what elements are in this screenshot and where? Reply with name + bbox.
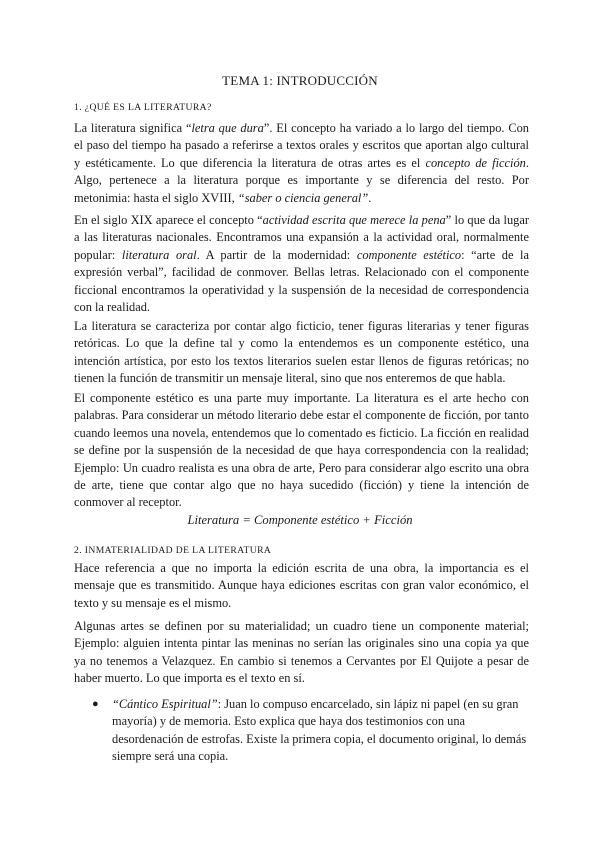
paragraph-2 xyxy=(74,212,529,316)
p2-text-c: ” lo que da lugar a las literaturas nacionales. Encontramos una expansión a la actividad oral, normalmente popular: xyxy=(74,213,529,262)
p2-italic-literatura-oral: literatura oral xyxy=(121,247,197,262)
p2-text-g: : “arte de la expresión verbal”, facilidad de conmover. Bellas letras. Relacionado con el componente ficcional encontramos la operatividad y la suspensión de la necesidad de correspondencia con la realidad. xyxy=(74,247,529,315)
p2-italic-actividad: actividad escrita que merece la pena xyxy=(262,213,446,227)
bullet-italic-title: “Cántico Espiritual” xyxy=(112,697,218,711)
paragraph-1 xyxy=(74,120,529,207)
bullet-marker: ● xyxy=(92,698,99,710)
paragraph-4: El componente estético es una parte muy importante. La literatura es el arte hecho con palabras. Para considerar un método literario debe estar el componente de ficción, por tanto cuando leemos una novela, entendemos que lo comentado es ficticio. La ficción en realidad se define por la suspensión de la necesidad de que haya correspondencia con la realidad; Ejemplo: Un cuadro realista es una obra de arte, Pero para considerar algo escrito una obra de arte, tiene que contar algo que no haya sucedido (ficción) y tiene la intención de conmover al receptor. xyxy=(74,391,529,510)
paragraph-5: Hace referencia a que no importa la edición escrita de una obra, la importancia es el mensaje que es transmitido. Aunque haya ediciones escritas con gran valor económico, el texto y su mensaje es el mismo. xyxy=(74,561,529,610)
p2-text-a: En el siglo XIX aparece el concepto “ xyxy=(74,213,263,227)
paragraph-3: La literatura se caracteriza por contar algo ficticio, tener figuras literarias y tener figuras retóricas. Lo que la define tal y como la entendemos es un componente estético, una intención artística, por esto los textos literarios suelen estar llenos de figuras retóricas; no tienen la función de transmitir un mensaje literal, sino que nos enteremos de que habla. xyxy=(74,319,529,386)
section-heading-2: 2. INMATERIALIDAD DE LA LITERATURA xyxy=(74,545,272,556)
formula: Literatura = Componente estético + Ficción xyxy=(187,513,413,527)
paragraph-6: Algunas artes se definen por su materialidad; un cuadro tiene un componente material; Ejemplo: alguien intenta pintar las meninas no serían las originales sino una copia ya que ya no tenemos a Velazquez. En cambio si tenemos a Cervantes por El Quijote a pesar de haber muerto. Lo que importa es el texto en sí. xyxy=(74,619,529,686)
p1-text-a: La literatura significa “ xyxy=(74,121,192,135)
p1-italic-letra-que-dura: letra que dura xyxy=(191,121,264,135)
p1-text-e: . Algo, pertenece a la literatura porque es importante y se diferencia del resto. Por metonimia: hasta el siglo XVIII, xyxy=(74,155,529,205)
p1-italic-concepto-ficcion: concepto de ficción xyxy=(425,155,526,170)
section-heading-1: 1. ¿QUÉ ES LA LITERATURA? xyxy=(74,102,212,113)
p2-italic-componente-estetico: componente estético xyxy=(356,247,462,262)
bullet-text xyxy=(112,696,532,766)
p1-italic-saber: “saber o ciencia general” xyxy=(237,190,369,205)
bullet-body: : Juan lo compuso encarcelado, sin lápiz ni papel (en su gran mayoría) y de memoria. Esto explica que haya dos testimonios con una desordenación de estrofas. Existe la primera copia, el documento original, lo demás siempre será una copia. xyxy=(112,697,527,764)
p1-text-g: . xyxy=(368,190,372,205)
p2-text-e: . A partir de la modernidad: xyxy=(196,247,357,262)
page-title: TEMA 1: INTRODUCCIÓN xyxy=(222,73,378,88)
p1-text-c: ”. El concepto ha variado a lo largo del tiempo. Con el paso del tiempo ha pasado a referirse a textos orales y escritos que aportan algo cultural y estéticamente. Lo que diferencia la literatura de otras artes es el xyxy=(74,121,529,170)
